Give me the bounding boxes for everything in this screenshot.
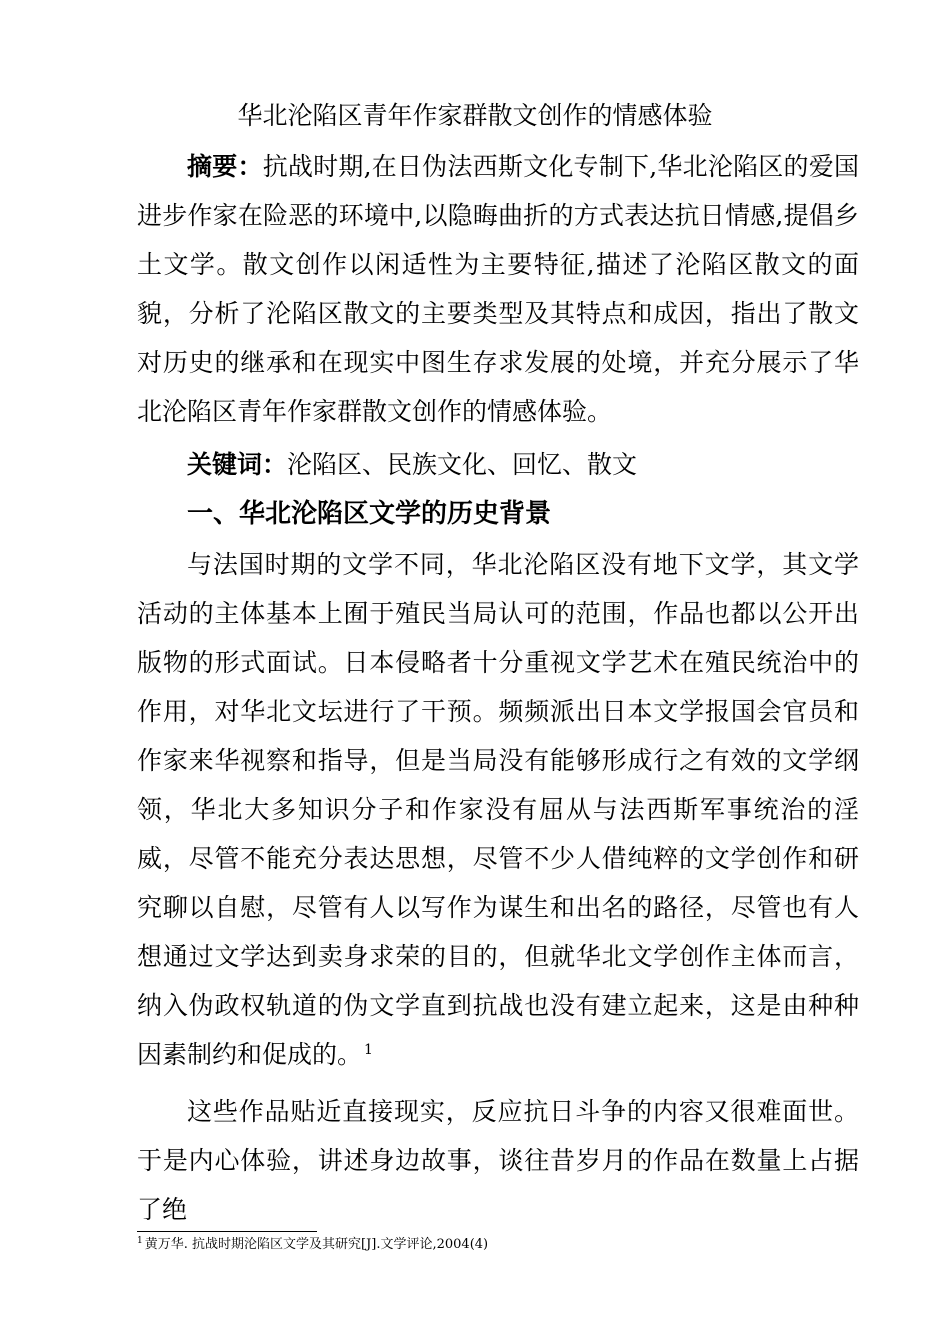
keywords-text: 沦陷区、民族文化、回忆、散文	[287, 450, 638, 479]
footnote	[137, 1236, 488, 1254]
body-paragraph-1-text: 与法国时期的文学不同，华北沦陷区没有地下文学，其文学活动的主体基本上囿于殖民当局认可的范围，作品也都以公开出版物的形式面试。日本侵略者十分重视文学艺术在殖民统治中的作用，对华北文坛进行了干预。频频派出日本文学报国会官员和作家来华视察和指导，但是当局没有能够形成行之有效的文学纲领，华北大多知识分子和作家没有屈从与法西斯军事统治的淫威，尽管不能充分表达思想，尽管不少人借纯粹的文学创作和研究聊以自慰，尽管有人以写作为谋生和出名的路径，尽管也有人想通过文学达到卖身求荣的目的，但就华北文学创作主体而言，纳入伪政权轨道的伪文学直到抗战也没有建立起来，这是由种种因素制约和促成的。	[137, 550, 859, 1069]
body-paragraph-2-text: 这些作品贴近直接现实，反应抗日斗争的内容又很难面世。于是内心体验，讲述身边故事，谈往昔岁月的作品在数量上占据了绝	[137, 1097, 859, 1224]
section-heading: 一、华北沦陷区文学的历史背景	[187, 499, 552, 529]
footnote-reference: 1	[364, 1042, 373, 1058]
body-paragraph-2	[137, 1087, 859, 1234]
footnote-marker: 1	[137, 1236, 143, 1246]
abstract-paragraph	[137, 142, 859, 436]
footnote-text: 黄万华. 抗战时期沦陷区文学及其研究[J].文学评论,2004(4)	[144, 1237, 489, 1252]
footnote-divider	[137, 1231, 317, 1232]
body-paragraph-1	[137, 540, 859, 1079]
keywords-paragraph	[137, 440, 859, 489]
abstract-label: 摘要：	[187, 152, 263, 181]
keywords-label: 关键词：	[187, 450, 288, 479]
abstract-text: 抗战时期,在日伪法西斯文化专制下,华北沦陷区的爱国进步作家在险恶的环境中,以隐晦曲折的方式表达抗日情感,提倡乡土文学。散文创作以闲适性为主要特征,描述了沦陷区散文的面貌，分析了沦陷区散文的主要类型及其特点和成因，指出了散文对历史的继承和在现实中图生存求发展的处境，并充分展示了华北沦陷区青年作家群散文创作的情感体验。	[137, 152, 859, 426]
document-title: 华北沦陷区青年作家群散文创作的情感体验	[237, 101, 713, 130]
